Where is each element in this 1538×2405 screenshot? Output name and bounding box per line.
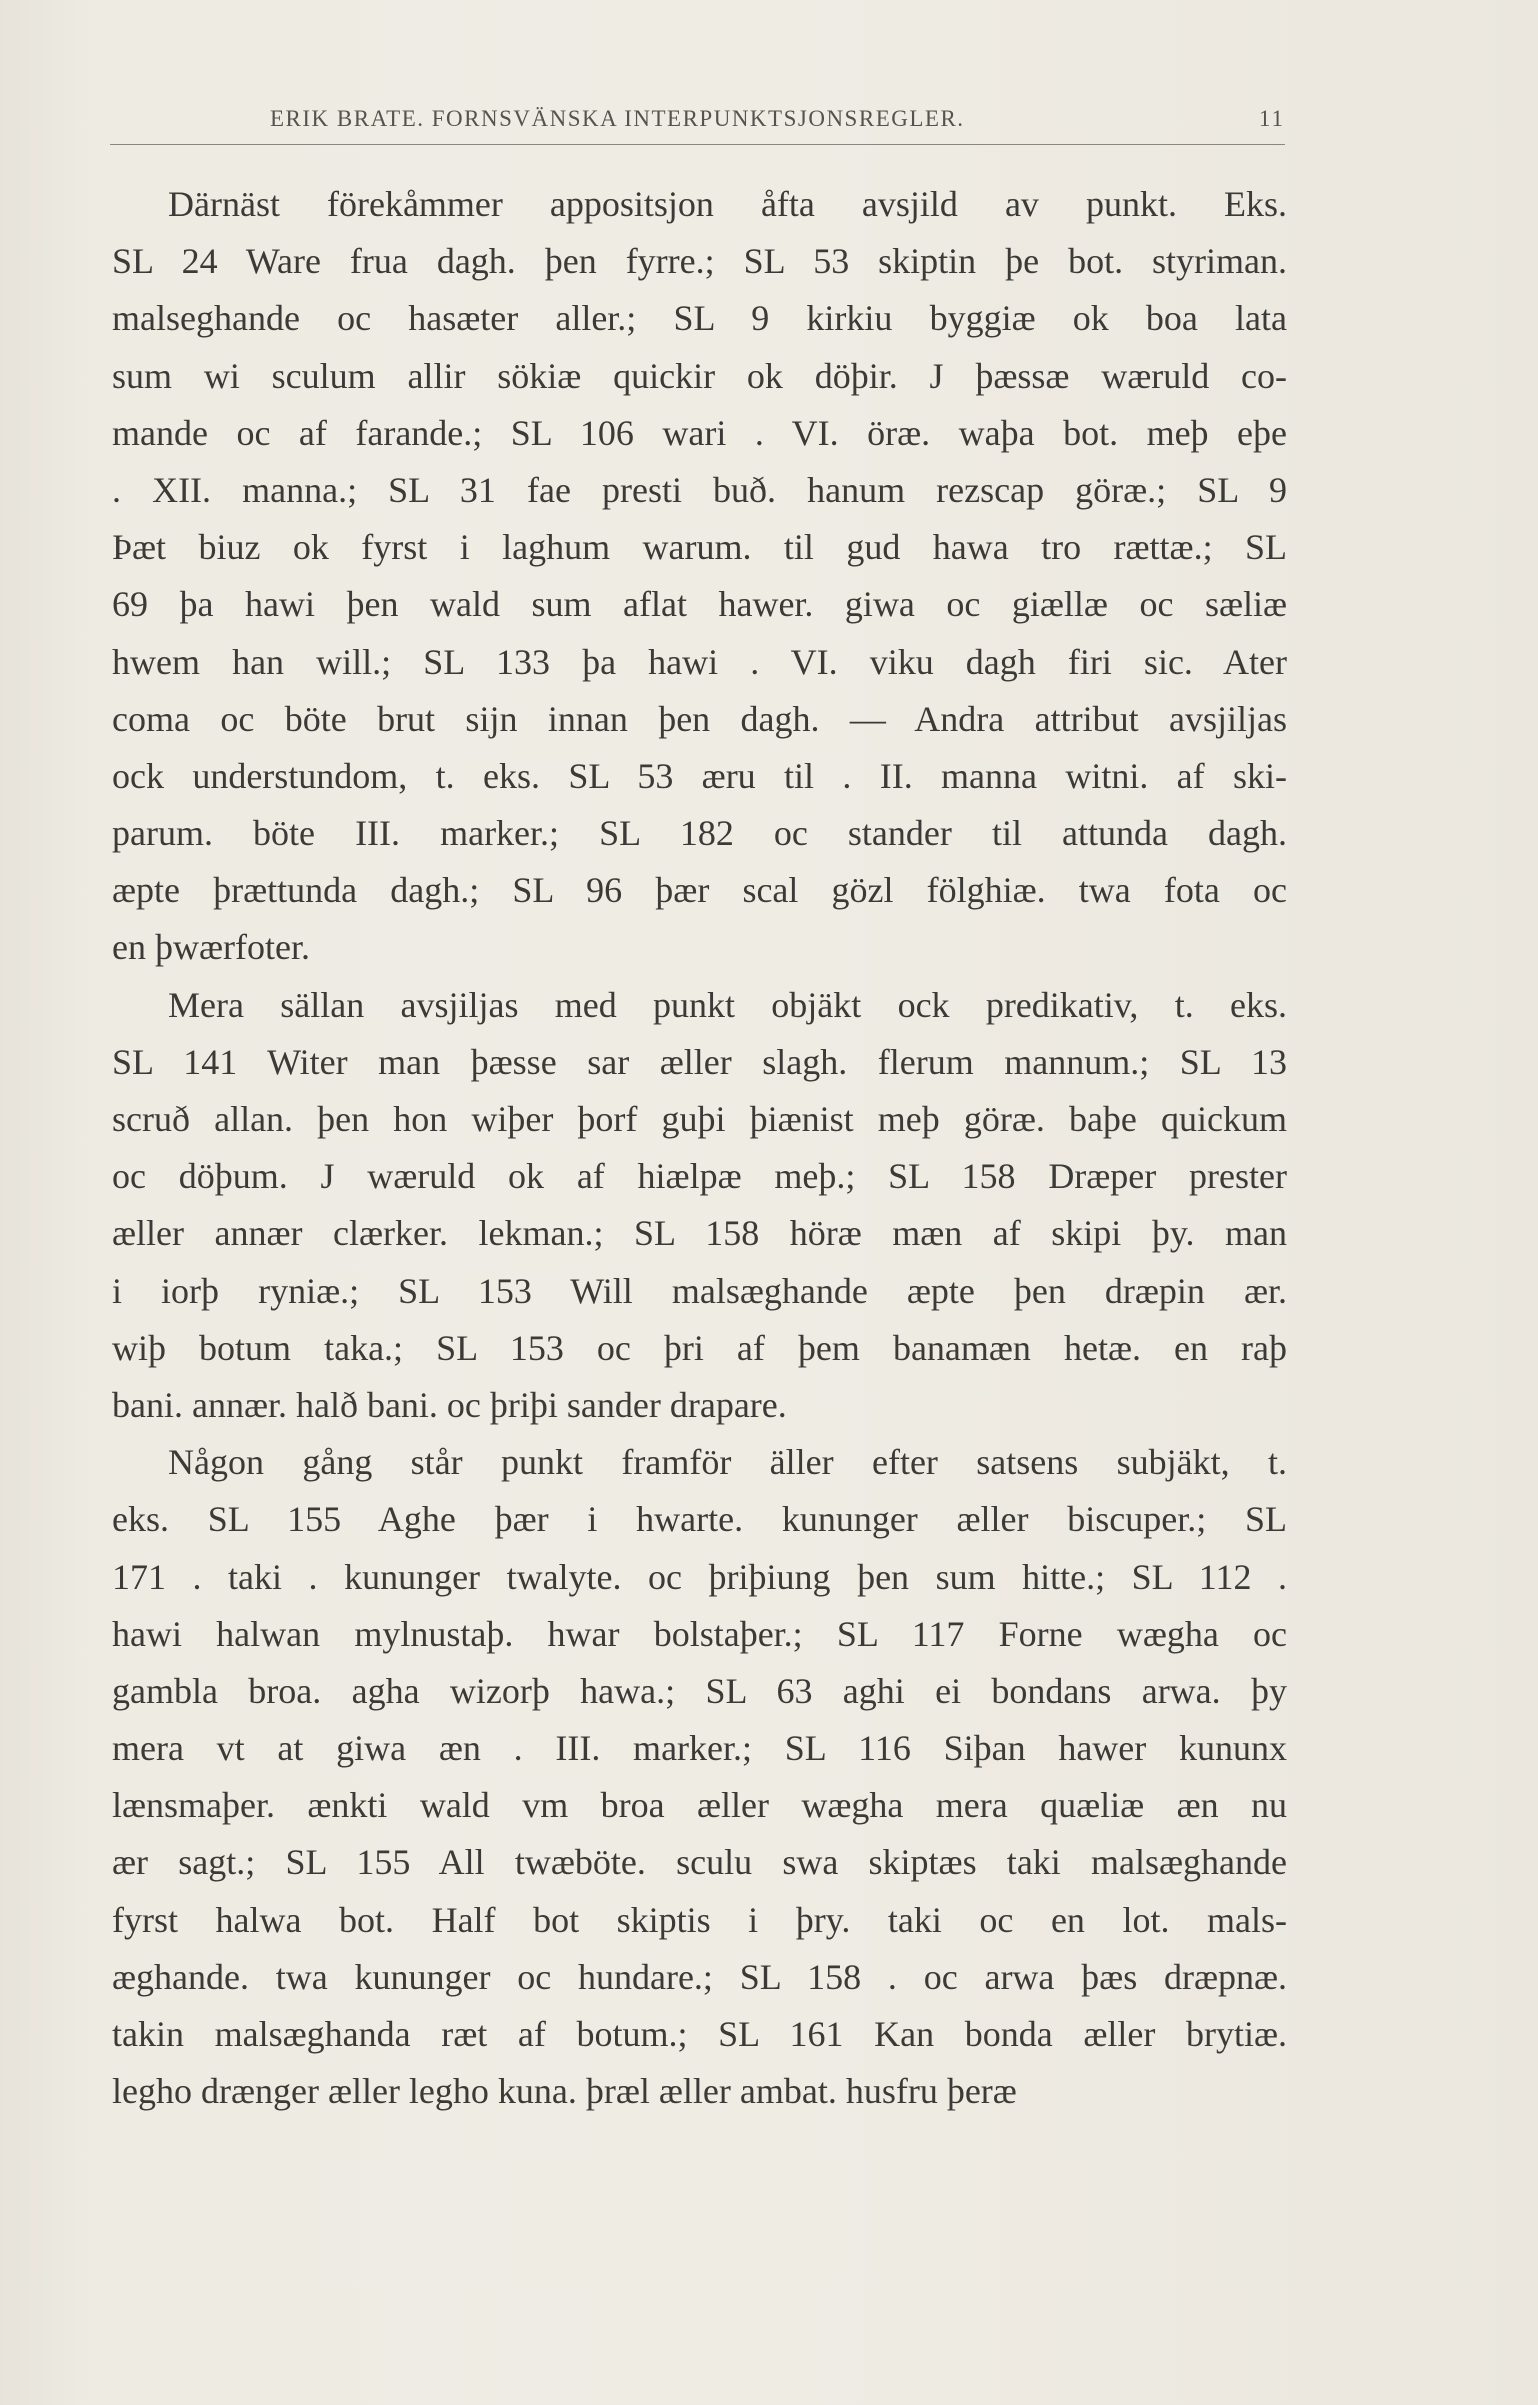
paragraph <box>112 977 1287 1435</box>
page-number: 11 <box>1258 106 1285 131</box>
text-line: ær sagt.; SL 155 All twæböte. sculu swa skiptæs taki malsæghande <box>112 1842 1287 1883</box>
text-line: en þwærfoter. <box>112 927 310 968</box>
paragraph <box>112 176 1287 977</box>
text-line: 69 þa hawi þen wald sum aflat hawer. giwa oc giællæ oc sæliæ <box>112 584 1287 625</box>
paragraph <box>112 1434 1287 2120</box>
text-line: æller annær clærker. lekman.; SL 158 höræ mæn af skipi þy. man <box>112 1213 1287 1254</box>
text-line: 171 . taki . kununger twalyte. oc þriþiung þen sum hitte.; SL 112 . <box>112 1556 1287 1597</box>
text-line: parum. böte III. marker.; SL 182 oc stander til attunda dagh. <box>112 813 1287 854</box>
text-line: æpte þrættunda dagh.; SL 96 þær scal gözl fölghiæ. twa fota oc <box>112 870 1287 911</box>
text-line: oc döþum. J wæruld ok af hiælpæ meþ.; SL 158 Dræper prester <box>112 1156 1287 1197</box>
body-text <box>112 176 1287 2120</box>
text-line: legho drænger æller legho kuna. þræl æller ambat. husfru þeræ <box>112 2071 1017 2112</box>
text-line: Þæt biuz ok fyrst i laghum warum. til gud hawa tro rættæ.; SL <box>112 527 1287 568</box>
text-line: fyrst halwa bot. Half bot skiptis i þry. taki oc en lot. mals- <box>112 1899 1287 1940</box>
text-line: takin malsæghanda ræt af botum.; SL 161 Kan bonda æller brytiæ. <box>112 2014 1287 2054</box>
text-line: SL 24 Ware frua dagh. þen fyrre.; SL 53 skiptin þe bot. styriman. <box>112 241 1287 282</box>
text-line: Mera sällan avsjiljas med punkt objäkt ock predikativ, t. eks. <box>168 984 1287 1025</box>
text-line: coma oc böte brut sijn innan þen dagh. — Andra attribut avsjiljas <box>112 698 1287 739</box>
text-line: i iorþ ryniæ.; SL 153 Will malsæghande æpte þen dræpin ær. <box>112 1270 1287 1311</box>
text-line: eks. SL 155 Aghe þær i hwarte. kununger æller biscuper.; SL <box>112 1499 1287 1540</box>
text-line: bani. annær. halð bani. oc þriþi sander drapare. <box>112 1384 787 1425</box>
text-line: mera vt at giwa æn . III. marker.; SL 116 Siþan hawer kununx <box>112 1728 1287 1769</box>
text-line: lænsmaþer. ænkti wald vm broa æller wægha mera quæliæ æn nu <box>112 1785 1287 1826</box>
text-line: ock understundom, t. eks. SL 53 æru til . II. manna witni. af ski- <box>112 755 1287 796</box>
text-line: SL 141 Witer man þæsse sar æller slagh. flerum mannum.; SL 13 <box>112 1041 1287 1082</box>
text-line: hwem han will.; SL 133 þa hawi . VI. viku dagh firi sic. Ater <box>112 641 1287 682</box>
page-header <box>110 96 1285 145</box>
text-line: Därnäst förekåmmer appositsjon åfta avsjild av punkt. Eks. <box>168 184 1287 224</box>
text-line: gambla broa. agha wizorþ hawa.; SL 63 aghi ei bondans arwa. þy <box>112 1670 1287 1711</box>
text-line: Någon gång står punkt framför äller efter satsens subjäkt, t. <box>168 1442 1287 1483</box>
text-line: scruð allan. þen hon wiþer þorf guþi þiænist meþ göræ. baþe quickum <box>112 1099 1287 1139</box>
text-line: . XII. manna.; SL 31 fae presti buð. hanum rezscap göræ.; SL 9 <box>112 469 1287 510</box>
text-line: hawi halwan mylnustaþ. hwar bolstaþer.; SL 117 Forne wægha oc <box>112 1613 1287 1654</box>
text-line: malseghande oc hasæter aller.; SL 9 kirkiu byggiæ ok boa lata <box>112 298 1287 339</box>
text-line: sum wi sculum allir sökiæ quickir ok döþir. J þæssæ wæruld co- <box>112 355 1287 396</box>
running-head: ERIK BRATE. FORNSVÄNSKA INTERPUNKTSJONSREGLER. <box>270 106 965 131</box>
text-line: wiþ botum taka.; SL 153 oc þri af þem banamæn hetæ. en raþ <box>112 1327 1287 1368</box>
text-line: æghande. twa kununger oc hundare.; SL 158 . oc arwa þæs dræpnæ. <box>112 1956 1287 1997</box>
text-line: mande oc af farande.; SL 106 wari . VI. öræ. waþa bot. meþ eþe <box>112 412 1287 453</box>
